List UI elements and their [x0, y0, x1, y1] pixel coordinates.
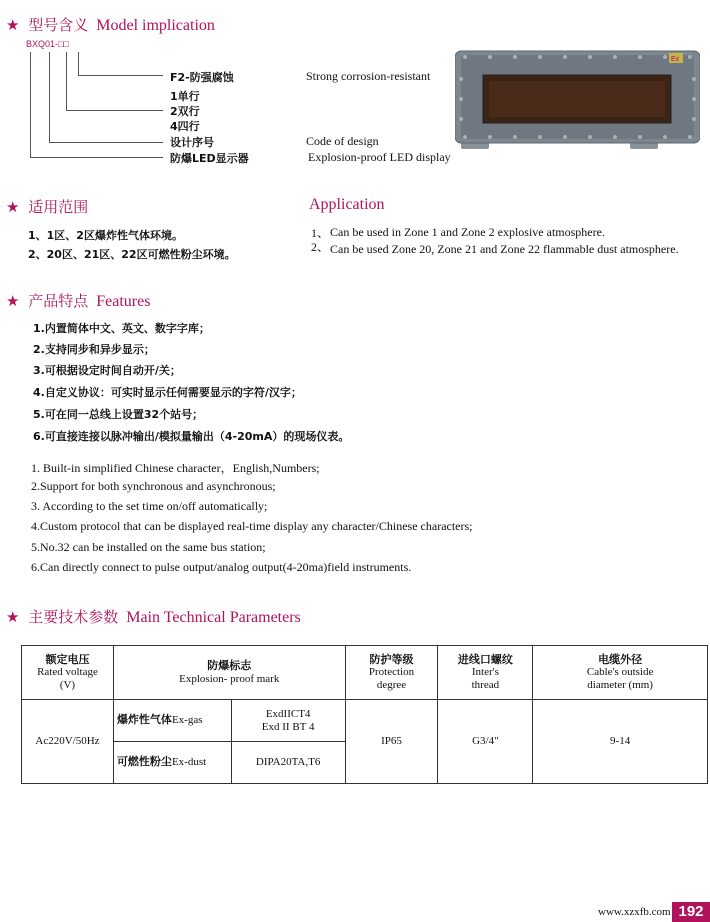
cell-thread: G3/4"	[438, 700, 533, 784]
feature-en-item: 1. Built-in simplified Chinese character，English,Numbers;	[31, 461, 320, 475]
star-icon: ★	[6, 198, 20, 216]
feature-cn-item: 2.支持同步和异步显示；	[33, 343, 155, 356]
model-row-en: Explosion-proof LED display	[308, 150, 451, 164]
feature-en-item: 3. According to the set time on/off automatically;	[31, 499, 268, 513]
section-title-features	[6, 290, 150, 311]
section-title-model	[6, 14, 215, 35]
header-cable: 电缆外径 Cable's outside diameter (mm)	[533, 646, 708, 700]
header-explosion-mark: 防爆标志 Explosion- proof mark	[113, 646, 345, 700]
params-title-cn: 主要技术参数	[28, 608, 119, 626]
star-icon: ★	[6, 292, 20, 310]
model-row-cn: 防爆LED显示器	[170, 152, 249, 165]
feature-en-item: 2.Support for both synchronous and asynchronous;	[31, 479, 276, 493]
model-row-cn: 设计序号	[170, 136, 214, 149]
model-row-en: Strong corrosion-resistant	[306, 69, 431, 83]
feature-en-item: 4.Custom protocol that can be displayed real-time display any character/Chinese characters;	[31, 519, 473, 533]
device-ex-label: Ex	[671, 56, 680, 63]
application-title-en: Application	[309, 196, 385, 213]
feature-cn-item: 5.可在同一总线上设置32个站号；	[33, 408, 204, 421]
feature-cn-item: 4.自定义协议：可实时显示任何需要显示的字符/汉字；	[33, 386, 302, 399]
parameters-table	[21, 645, 708, 784]
section-title-application-en	[309, 195, 385, 214]
header-voltage: 额定电压 Rated voltage (V)	[22, 646, 114, 700]
cell-voltage: Ac220V/50Hz	[22, 700, 114, 784]
model-row-cn: 4四行	[170, 120, 200, 133]
feature-cn-item: 3.可根据设定时间自动开/关；	[33, 364, 181, 377]
features-title-en: Features	[96, 293, 151, 310]
star-icon: ★	[6, 608, 20, 626]
cell-protection: IP65	[345, 700, 438, 784]
model-title-cn: 型号含义	[28, 16, 89, 34]
feature-en-item: 6.Can directly connect to pulse output/analog output(4-20ma)field instruments.	[31, 560, 412, 574]
cell-gas-type: 爆炸性气体Ex-gas	[113, 700, 231, 742]
params-title-en: Main Technical Parameters	[126, 609, 301, 626]
feature-cn-item: 1.内置简体中文、英文、数字字库；	[33, 322, 210, 335]
application-en-marker: 2、	[311, 240, 330, 254]
cell-dust-mark: DIPA20TA,T6	[231, 742, 345, 784]
feature-cn-item: 6.可直接连接以脉冲输出/模拟量输出（4-20mA）的现场仪表。	[33, 430, 350, 443]
application-title-cn: 适用范围	[28, 198, 89, 216]
application-en-item: Can be used Zone 20, Zone 21 and Zone 22 flammable dust atmosphere.	[330, 242, 679, 256]
application-cn-item: 1、1区、2区爆炸性气体环境。	[28, 229, 183, 242]
header-protection: 防护等级 Protection degree	[345, 646, 438, 700]
section-title-params	[6, 606, 301, 627]
section-title-application-cn	[6, 196, 88, 217]
page-number: 192	[672, 902, 710, 922]
star-icon: ★	[6, 16, 20, 34]
application-cn-item: 2、20区、21区、22区可燃性粉尘环境。	[28, 248, 236, 261]
model-code: BXQ01-□□	[26, 39, 69, 49]
table-row	[22, 700, 708, 742]
cell-cable: 9-14	[533, 700, 708, 784]
model-row-en: Code of design	[306, 134, 379, 148]
model-row-cn: F2-防强腐蚀	[170, 71, 234, 84]
model-row-cn: 2双行	[170, 105, 200, 118]
cell-gas-mark: ExdIICT4 Exd II BT 4	[231, 700, 345, 742]
led-display-device-image	[455, 49, 700, 149]
application-en-marker: 1、	[311, 226, 330, 240]
header-thread: 进线口螺纹 Inter's thread	[438, 646, 533, 700]
model-row-cn: 1单行	[170, 90, 200, 103]
application-en-item: Can be used in Zone 1 and Zone 2 explosive atmosphere.	[330, 225, 605, 239]
cell-dust-type: 可燃性粉尘Ex-dust	[113, 742, 231, 784]
feature-en-item: 5.No.32 can be installed on the same bus station;	[31, 540, 266, 554]
footer-url: www.xzxfb.com	[598, 906, 671, 918]
table-header-row	[22, 646, 708, 700]
model-title-en: Model implication	[96, 17, 215, 34]
features-title-cn: 产品特点	[28, 292, 89, 310]
